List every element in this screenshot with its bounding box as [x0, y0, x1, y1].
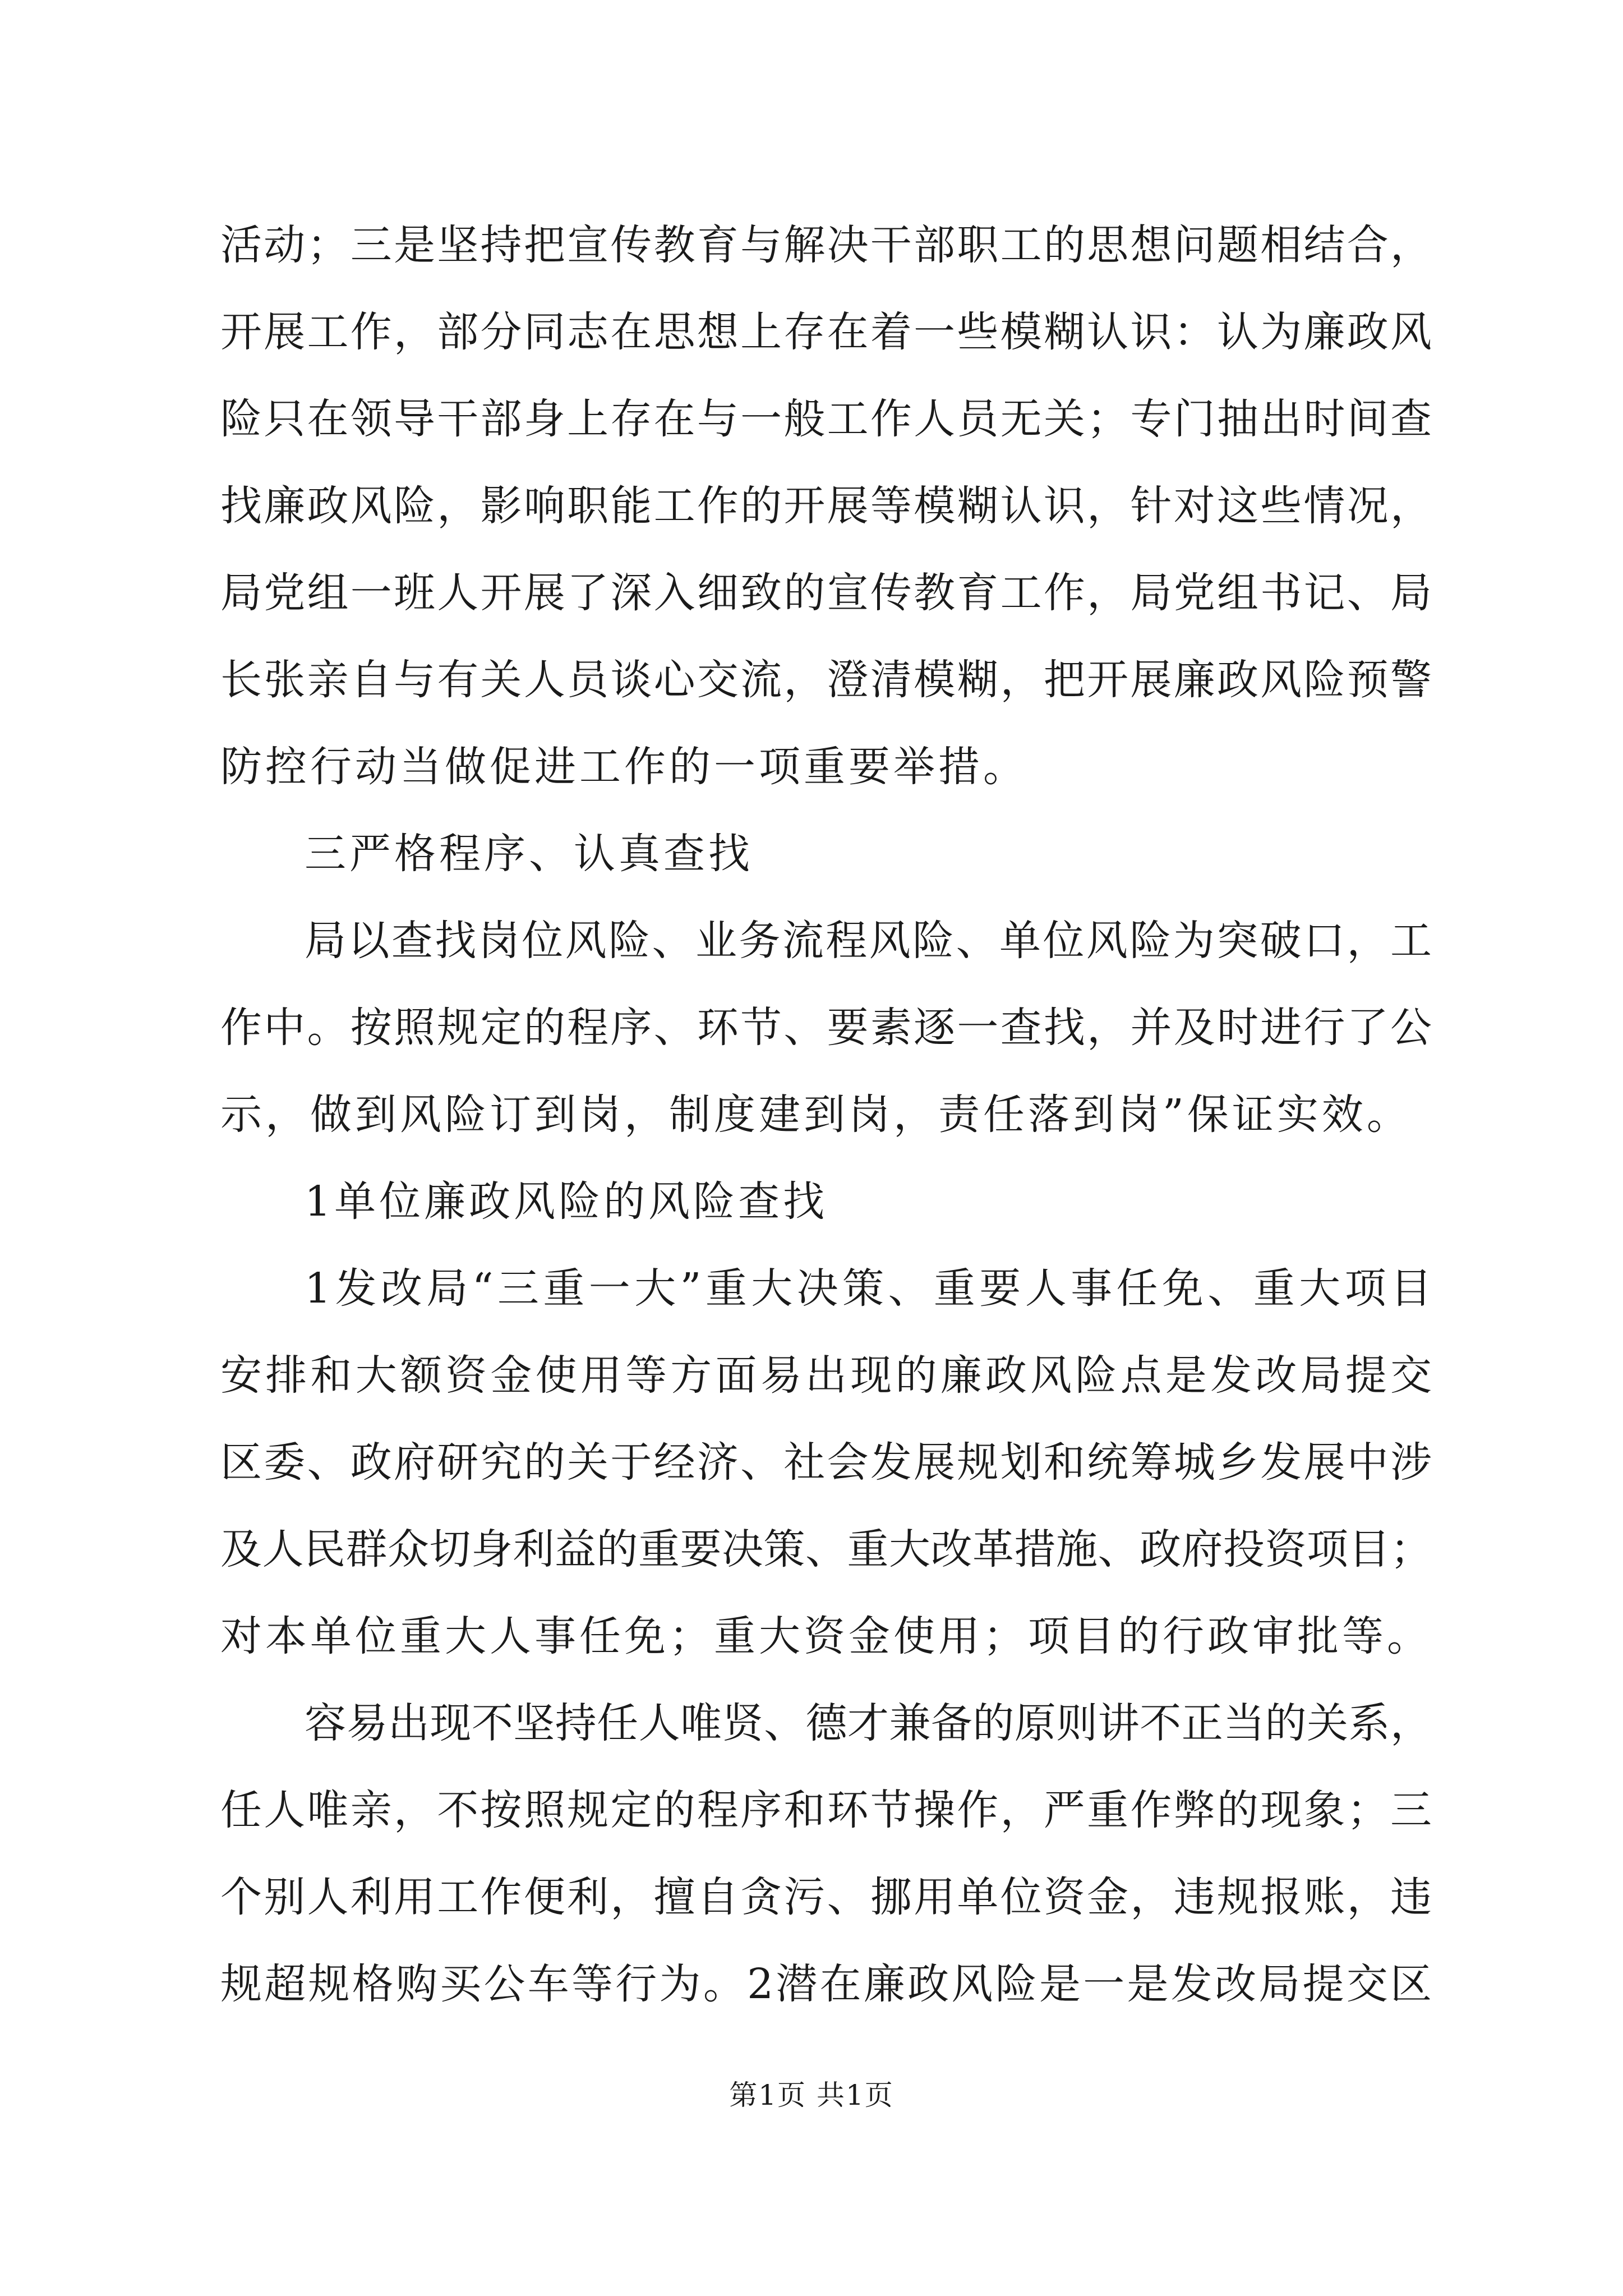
text-line: 及人民群众切身利益的重要决策、重大改革措施、政府投资项目；: [220, 1525, 1432, 1573]
text-line: 找廉政风险，影响职能工作的开展等模糊认识，针对这些情况，: [220, 482, 1432, 530]
text-line: 对本单位重大人事任免；重大资金使用；项目的行政审批等。: [220, 1612, 1432, 1660]
text-line: 长张亲自与有关人员谈心交流，澄清模糊，把开展廉政风险预警: [220, 656, 1432, 704]
document-body: [220, 202, 1432, 2028]
text-line: 1发改局“三重一大”重大决策、重要人事任免、重大项目: [305, 1264, 1432, 1313]
text-line: 开展工作，部分同志在思想上存在着一些模糊认识：认为廉政风: [220, 308, 1432, 356]
text-line: 局党组一班人开展了深入细致的宣传教育工作，局党组书记、局: [220, 569, 1432, 617]
text-line: 规超规格购买公车等行为。2潜在廉政风险是一是发改局提交区: [220, 1960, 1432, 2008]
text-line: 局以查找岗位风险、业务流程风险、单位风险为突破口，工: [305, 917, 1432, 965]
text-line: 作中。按照规定的程序、环节、要素逐一查找，并及时进行了公: [220, 1004, 1432, 1052]
text-line: 险只在领导干部身上存在与一般工作人员无关；专门抽出时间查: [220, 395, 1432, 443]
text-line: 安排和大额资金使用等方面易出现的廉政风险点是发改局提交: [220, 1351, 1432, 1400]
text-line: 活动；三是坚持把宣传教育与解决干部职工的思想问题相结合，: [220, 221, 1432, 269]
text-line: 任人唯亲，不按照规定的程序和环节操作，严重作弊的现象；三: [220, 1786, 1432, 1834]
page-footer: 第1页 共1页: [729, 2079, 894, 2111]
text-line: 示，做到风险订到岗，制度建到岗，责任落到岗”保证实效。: [220, 1091, 1412, 1139]
text-line: 区委、政府研究的关于经济、社会发展规划和统筹城乡发展中涉: [220, 1438, 1432, 1487]
text-line: 个别人利用工作便利，擅自贪污、挪用单位资金，违规报账，违: [220, 1873, 1432, 1921]
section-heading: 1单位廉政风险的风险查找: [305, 1177, 828, 1226]
text-line: 防控行动当做促进工作的一项重要举措。: [220, 743, 1028, 791]
section-heading: 三严格程序、认真查找: [305, 830, 753, 878]
text-line: 容易出现不坚持任人唯贤、德才兼备的原则讲不正当的关系，: [305, 1699, 1432, 1747]
